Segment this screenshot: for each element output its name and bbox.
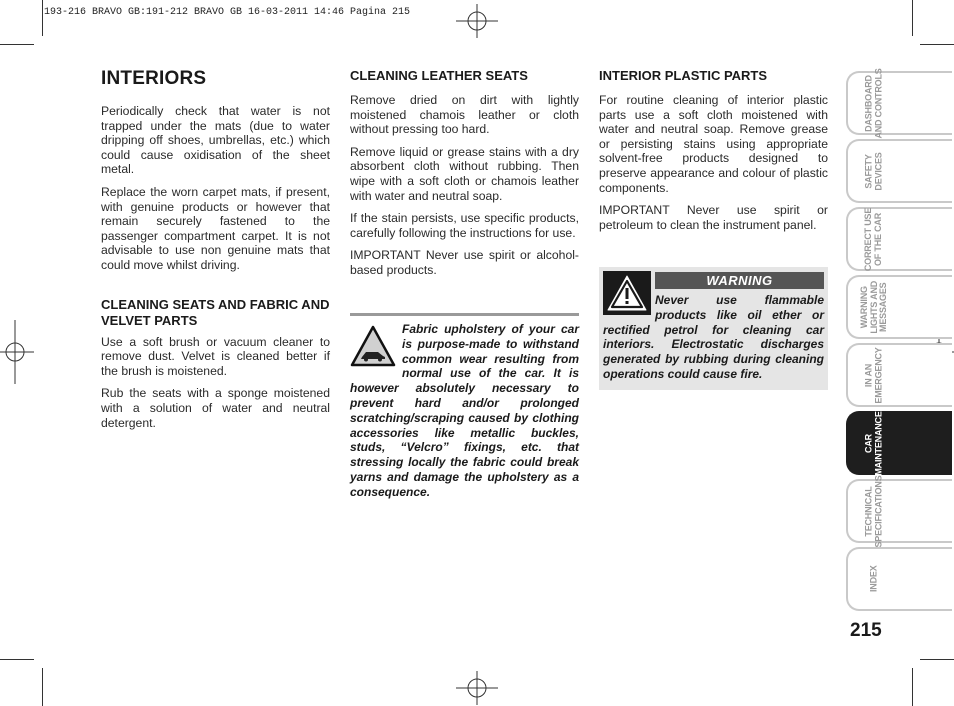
tab-chapter[interactable] bbox=[846, 411, 952, 475]
crop-mark bbox=[42, 0, 43, 36]
tab-label-wrapper bbox=[856, 67, 892, 139]
paragraph: Remove dried on dirt with lightly moistened chamois leather or cloth without pressing too hard. bbox=[350, 93, 579, 137]
warning-title-label: WARNING bbox=[706, 273, 773, 288]
page-title: INTERIORS bbox=[101, 68, 207, 89]
paragraph: Remove liquid or grease stains with a dry absorbent cloth without rubbing. Then wipe with a soft cloth or chamois leather with water and neutral soap. bbox=[350, 144, 579, 203]
crop-mark bbox=[920, 659, 954, 660]
notice-box bbox=[350, 322, 579, 500]
warning-text: Never use flammable products like oil ether or rectified petrol for cleaning car interiors. Electrostatic discharges generated by rubbing during cleaning operations could cause fire. bbox=[603, 293, 824, 381]
notice-divider bbox=[350, 313, 579, 316]
section-heading: CLEANING LEATHER SEATS bbox=[350, 68, 528, 83]
tab-chapter[interactable] bbox=[846, 275, 952, 339]
tab-label-wrapper bbox=[856, 549, 892, 609]
tab-label: IN AN EMERGENCY bbox=[863, 346, 883, 404]
tab-chapter[interactable] bbox=[846, 67, 952, 139]
crop-mark bbox=[0, 659, 34, 660]
tab-label-wrapper bbox=[856, 410, 892, 476]
tab-chapter[interactable] bbox=[846, 207, 952, 271]
paragraph: IMPORTANT Never use spirit or alcohol-based products. bbox=[350, 248, 579, 277]
crop-mark bbox=[912, 0, 913, 36]
registration-mark-icon bbox=[456, 671, 498, 705]
tab-chapter[interactable] bbox=[846, 474, 952, 548]
registration-mark-icon bbox=[0, 320, 34, 384]
tab-label: INDEX bbox=[868, 565, 879, 593]
section-heading: CLEANING SEATS AND FABRIC AND VELVET PARTS bbox=[101, 296, 330, 328]
paragraph: Replace the worn carpet mats, if present, with genuine products or however that remain securely fastened to the passenger compartment carpet. It is not advisable to use non genuine mats that could move whilst driving. bbox=[101, 184, 330, 272]
tab-label: SAFETY DEVICES bbox=[863, 151, 883, 191]
paragraph: IMPORTANT Never use spirit or petroleum to clean the instrument panel. bbox=[599, 203, 828, 232]
tab-label-wrapper bbox=[856, 277, 892, 337]
tab-label: CORRECT USE OF THE CAR bbox=[863, 207, 883, 271]
crop-mark bbox=[0, 44, 34, 45]
paragraph: If the stain persists, use specific products, carefully following the instructions for use. bbox=[350, 211, 579, 240]
print-slug-header: 193-216 BRAVO GB:191-212 BRAVO GB 16-03-2011 14:46 Pagina 215 bbox=[44, 7, 411, 18]
tab-label-wrapper bbox=[856, 345, 892, 405]
paragraph: For routine cleaning of interior plastic parts use a soft cloth moistened with water and neutral soap. Remove grease or persisting stains using appropriate solvent-free products designed to preserve appearance and colour of plastic components. bbox=[599, 93, 828, 195]
crop-mark bbox=[42, 668, 43, 706]
registration-mark-icon bbox=[456, 4, 498, 38]
tab-label-wrapper bbox=[856, 141, 892, 201]
column-plastic-parts bbox=[599, 68, 828, 240]
paragraph: Rub the seats with a sponge moistened with a solution of water and neutral detergent. bbox=[101, 386, 330, 430]
car-upholstery-warning-triangle-icon bbox=[350, 324, 396, 368]
tab-chapter[interactable] bbox=[846, 343, 952, 407]
column-interiors bbox=[101, 68, 330, 438]
crop-mark bbox=[912, 668, 913, 706]
notice-text: Fabric upholstery of your car is purpose-made to withstand common wear resulting from normal use of the car. It is however absolutely necessary to prevent hard and/or prolonged scratching/scraping caused by clothing accessories like metallic buckles, studs, “Velcro” fixings, etc. that stressing locally the fabric could break yarns and damage the upholstery as a consequence. bbox=[350, 322, 579, 499]
tab-chapter[interactable] bbox=[846, 547, 952, 611]
tab-chapter[interactable] bbox=[846, 139, 952, 203]
page-number: 215 bbox=[850, 620, 882, 641]
column-leather-seats bbox=[350, 68, 579, 286]
section-heading: INTERIOR PLASTIC PARTS bbox=[599, 68, 768, 83]
paragraph: Use a soft brush or vacuum cleaner to remove dust. Velvet is cleaned better if the brush is moistened. bbox=[101, 334, 330, 378]
tab-label-wrapper bbox=[856, 209, 892, 269]
tab-label: TECHNICAL SPECIFICATIONS bbox=[863, 474, 884, 548]
crop-mark bbox=[920, 44, 954, 45]
tab-label: CAR MAINTENANCE bbox=[863, 410, 883, 476]
paragraph: Periodically check that water is not trapped under the mats (due to water dripping off shoes, umbrellas, etc.) which could cause oxidisation of the sheet metal. bbox=[101, 104, 330, 177]
tab-label: DASHBOARD AND CONTROLS bbox=[863, 67, 884, 139]
warning-box bbox=[599, 267, 828, 390]
tab-label: WARNING LIGHTS AND MESSAGES bbox=[858, 280, 888, 334]
tab-label-wrapper bbox=[856, 474, 892, 548]
warning-title bbox=[655, 272, 824, 289]
